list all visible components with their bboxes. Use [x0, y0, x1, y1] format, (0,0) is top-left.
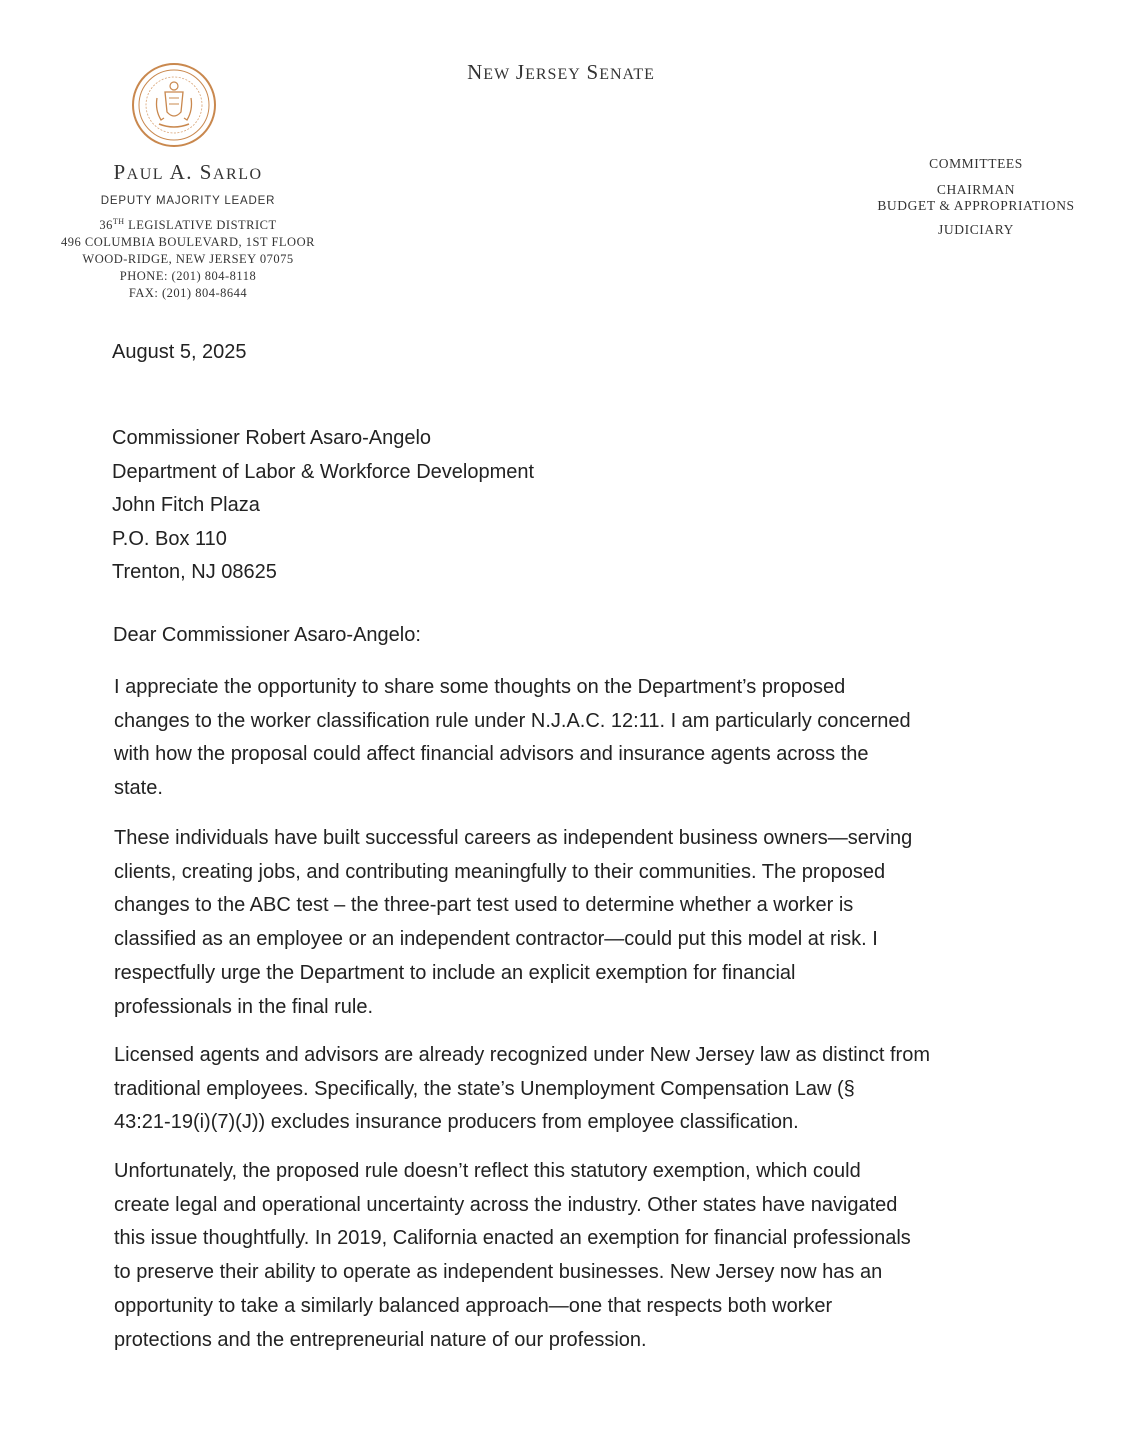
sender-role: DEPUTY MAJORITY LEADER	[100, 195, 276, 207]
paragraph-line: 43:21-19(i)(7)(J)) excludes insurance producers from employee classification.	[114, 1111, 799, 1134]
paragraph-line: opportunity to take a similarly balanced approach—one that respects both worker	[114, 1294, 833, 1317]
recipient-line: Department of Labor & Workforce Development	[112, 460, 535, 483]
recipient-line: John Fitch Plaza	[112, 494, 260, 517]
paragraph-line: this issue thoughtfully. In 2019, California enacted an exemption for financial professionals	[114, 1227, 911, 1250]
body-paragraph-4	[114, 1155, 1044, 1357]
paragraph-line: These individuals have built successful careers as independent business owners—serving	[114, 827, 913, 849]
paragraph-line: I appreciate the opportunity to share some thoughts on the Department’s proposed	[114, 676, 846, 698]
senate-title-word: JERSEY	[515, 60, 581, 84]
committee-item: JUDICIARY	[938, 222, 1014, 237]
paragraph-line: Unfortunately, the proposed rule doesn’t reflect this statutory exemption, which could	[114, 1160, 861, 1182]
recipient-line: Trenton, NJ 08625	[112, 561, 277, 584]
recipient-line: Commissioner Robert Asaro-Angelo	[112, 427, 432, 449]
sender-district: 36TH LEGISLATIVE DISTRICT	[99, 217, 277, 233]
committees-block	[850, 156, 1102, 238]
salutation: Dear Commissioner Asaro-Angelo:	[113, 624, 421, 646]
paragraph-line: clients, creating jobs, and contributing meaningfully to their communities. The proposed	[114, 860, 886, 883]
sender-address-line-1: 496 COLUMBIA BOULEVARD, 1ST FLOOR	[61, 235, 315, 250]
paragraph-line: changes to the ABC test – the three-part test used to determine whether a worker is	[114, 894, 854, 917]
sender-block	[30, 160, 346, 302]
sender-name: PAUL A. SARLO	[113, 160, 263, 184]
paragraph-line: classified as an employee or an independent contractor—could put this model at risk. I	[114, 928, 878, 951]
recipient-address	[112, 422, 534, 590]
paragraph-line: protections and the entrepreneurial nature of our profession.	[114, 1328, 647, 1351]
paragraph-line: traditional employees. Specifically, the state’s Unemployment Compensation Law (§	[114, 1077, 855, 1100]
paragraph-line: Licensed agents and advisors are already recognized under New Jersey law as distinct from	[114, 1044, 930, 1066]
committees-header: COMMITTEES	[929, 156, 1023, 171]
senate-title-word: NEW	[467, 60, 511, 84]
recipient-line: P.O. Box 110	[112, 527, 227, 550]
committee-role: CHAIRMAN	[936, 182, 1016, 197]
paragraph-line: professionals in the final rule.	[114, 995, 374, 1018]
senate-title	[0, 60, 1122, 85]
sender-address-line-2: WOOD-RIDGE, NEW JERSEY 07075	[82, 252, 294, 267]
body-paragraph-2	[114, 822, 1044, 1024]
senate-title-word: SENATE	[586, 60, 655, 84]
paragraph-line: respectfully urge the Department to include an explicit exemption for financial	[114, 961, 796, 984]
letter-date: August 5, 2025	[112, 341, 247, 363]
paragraph-line: with how the proposal could affect financial advisors and insurance agents across the	[114, 743, 869, 766]
committee-item: BUDGET & APPROPRIATIONS	[877, 198, 1075, 213]
body-paragraph-3	[114, 1039, 1044, 1140]
paragraph-line: to preserve their ability to operate as independent businesses. New Jersey now has an	[114, 1261, 883, 1284]
paragraph-line: create legal and operational uncertainty across the industry. Other states have navigated	[114, 1193, 898, 1216]
paragraph-line: changes to the worker classification rule under N.J.A.C. 12:11. I am particularly concerned	[114, 709, 911, 732]
sender-phone: PHONE: (201) 804-8118	[119, 269, 257, 284]
paragraph-line: state.	[114, 777, 163, 800]
sender-fax: FAX: (201) 804-8644	[128, 286, 248, 301]
body-paragraph-1	[114, 671, 1044, 806]
